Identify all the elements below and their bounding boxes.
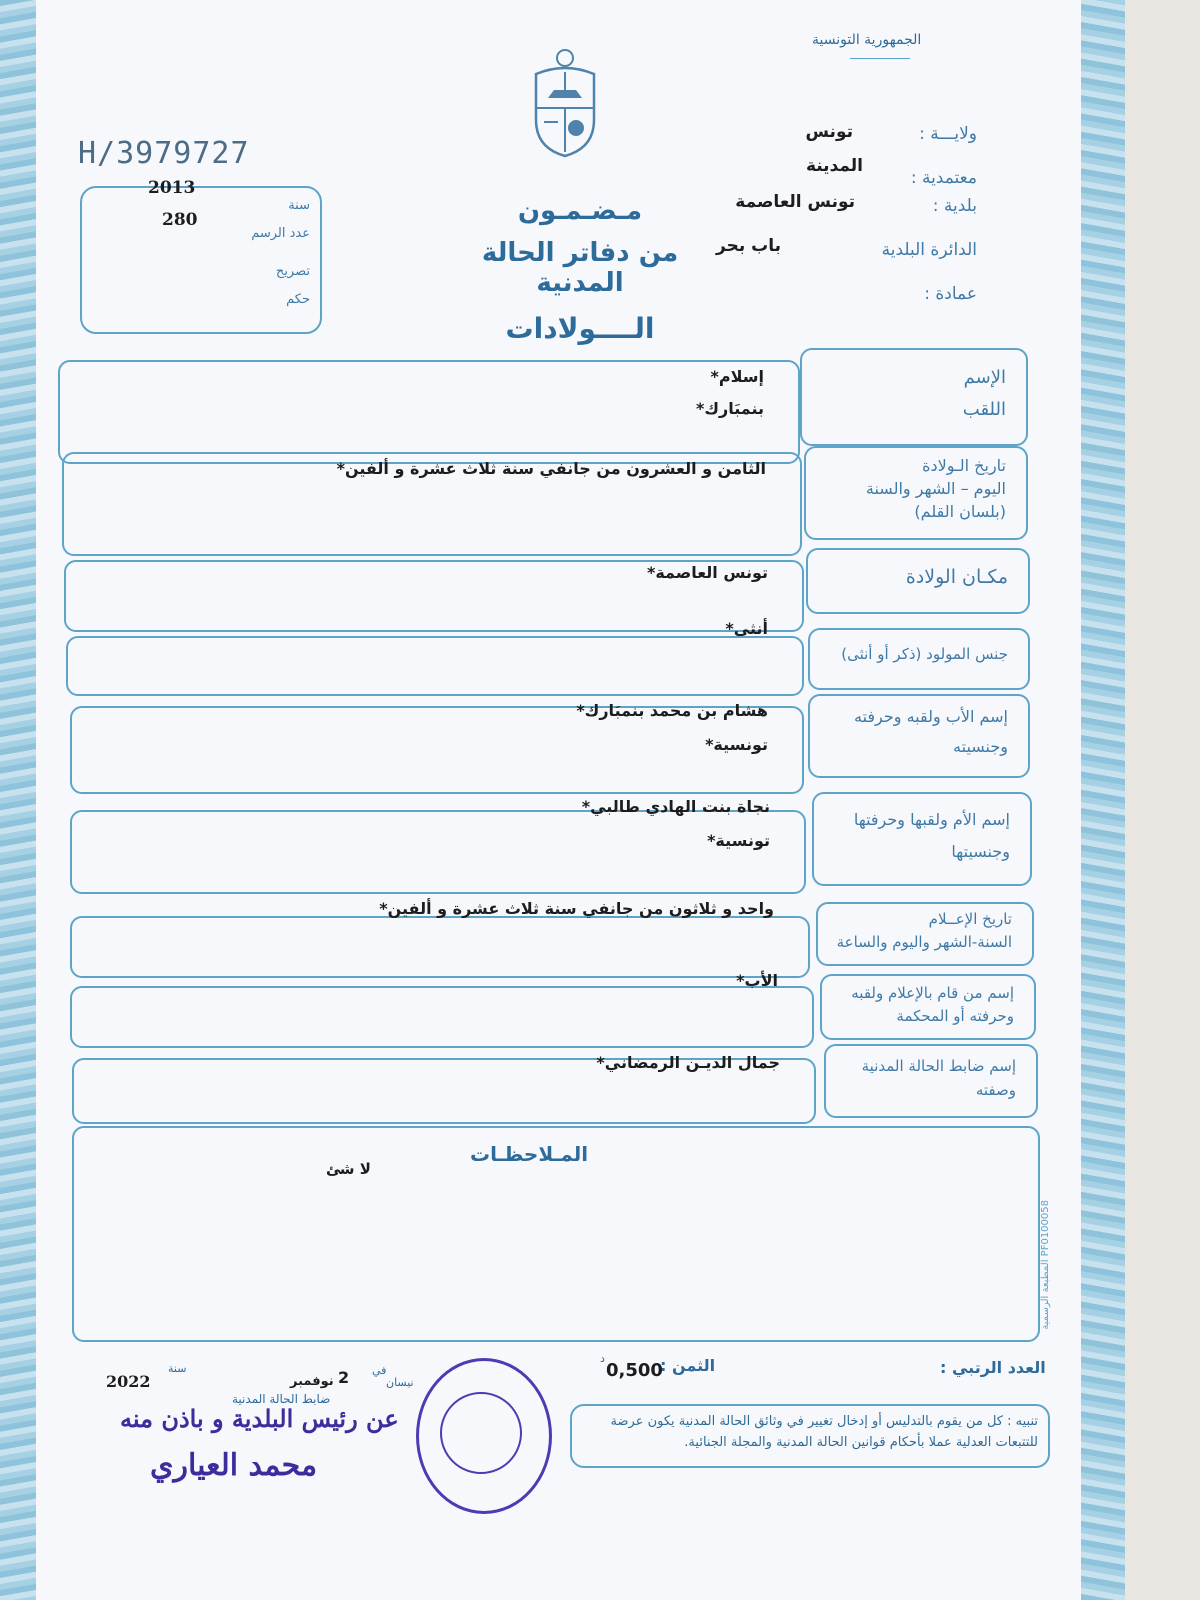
value-box-sex <box>66 619 804 696</box>
father-nationality-value: تونسية* <box>705 734 768 754</box>
mother-name-value: نجاة بنت الهادي طالبي* <box>581 797 770 816</box>
header-divider <box>850 58 910 59</box>
value-box-declarant <box>70 971 814 1048</box>
father-label: إسم الأب ولقبه وحرفته <box>854 707 1008 726</box>
decorative-border-right <box>1081 0 1125 1600</box>
declaration-date-format-label: السنة-الشهر واليوم والساعة <box>836 932 1012 951</box>
notes-value: لا شئ <box>326 1160 371 1178</box>
judgment-label: حكم <box>286 292 310 307</box>
price-label: الثمن : <box>660 1356 716 1375</box>
label-box-mother <box>812 792 1032 886</box>
surname-label: اللقب <box>962 399 1006 421</box>
legal-notice: تنبيه : كل من يقوم بالتدليس أو إدخال تغيير في وثائق الحالة المدنية يكون عرضة للتتبعات العدلية عملا بأحكام قوانين الحالة المدنية والمجلة الجنائية. <box>570 1404 1050 1468</box>
mother-nationality-value: تونسية* <box>707 830 770 850</box>
sex-value: أنثى* <box>725 619 768 638</box>
label-box-declaration-date <box>816 902 1034 966</box>
registrar-label: إسم ضابط الحالة المدنية <box>861 1057 1016 1075</box>
document-serial-number: H/3979727 <box>78 136 250 171</box>
fee-year-label: سنة <box>288 198 310 213</box>
municipal-district-label: الدائرة البلدية <box>881 240 977 260</box>
document-title-line1: مـضـمـون <box>517 196 643 226</box>
municipality-value: تونس العاصمة <box>735 192 855 212</box>
governorate-label: ولايـــة : <box>919 124 977 144</box>
delegation-label: معتمدية : <box>910 168 977 188</box>
declaration-label: تصريح <box>275 264 310 279</box>
registrar-value: جمال الديـن الرمضاني* <box>596 1053 780 1072</box>
label-box-birth-place <box>806 548 1030 614</box>
label-box-registrar <box>824 1044 1038 1118</box>
date-day-value: 2 <box>338 1368 350 1387</box>
sex-label: جنس المولود (ذكر أو أنثى) <box>841 645 1008 663</box>
governorate-value: تونس <box>805 122 853 142</box>
birth-date-format-label: اليوم – الشهر والسنة <box>865 479 1006 499</box>
father-nationality-label: وجنسيته <box>953 737 1008 757</box>
municipal-district-value: باب بحر <box>716 236 781 256</box>
fee-number-value: 280 <box>162 210 198 230</box>
declarant-value: الأب* <box>736 971 778 990</box>
birth-date-label: تاريخ الـولادة <box>922 456 1006 475</box>
declarant-label: إسم من قام بالإعلام ولقبه <box>851 984 1014 1002</box>
notes-title: المـلاحظـات <box>470 1142 589 1166</box>
year-label: سنة <box>168 1362 187 1375</box>
fee-year-value: 2013 <box>148 178 196 198</box>
declarant-occupation-label: وحرفته أو المحكمة <box>896 1006 1014 1025</box>
value-box-name <box>58 360 800 464</box>
stamp-emblem-icon <box>440 1392 522 1474</box>
label-box-declarant <box>820 974 1036 1040</box>
date-month-alt-label: نيسان <box>386 1376 414 1389</box>
value-box-birth-place <box>64 560 804 632</box>
value-box-registrar <box>72 1053 816 1124</box>
label-box-birth-date <box>804 446 1028 540</box>
decorative-border-left <box>0 0 36 1600</box>
birth-place-value: تونس العاصمة* <box>646 563 768 582</box>
last-name-value: بنمبَارك* <box>695 398 764 418</box>
birth-date-value: الثامن و العشرون من جانفي سنة ثلاث عشرة و ألفين* <box>336 459 766 478</box>
notes-box <box>72 1126 1040 1342</box>
first-name-value: إسلام* <box>710 367 764 386</box>
name-label: الإسم <box>963 367 1006 388</box>
document-title-line2: من دفاتر الحالة المدنية <box>481 238 679 298</box>
fee-box <box>80 178 322 334</box>
printer-imprint: المطبعة الرسمية PF0100058 <box>1040 1200 1051 1330</box>
municipality-label: بلدية : <box>932 196 977 216</box>
serial-number-label: العدد الرتبي : <box>940 1358 1046 1377</box>
value-box-father <box>70 701 804 794</box>
value-box-mother <box>70 797 806 894</box>
date-month-value: نوفمبر <box>290 1374 334 1389</box>
price-value: 0,500 <box>606 1360 663 1381</box>
fee-number-label: عدد الرسم <box>251 226 310 241</box>
signature-authority-line: عن رئيس البلدية و باذن منه <box>120 1404 399 1433</box>
declaration-date-value: واحد و ثلاثون من جانفي سنة ثلاث عشرة و ألفين* <box>379 899 774 918</box>
sector-label: عمادة : <box>924 284 977 304</box>
label-box-sex <box>808 628 1030 690</box>
date-day-label: في <box>372 1364 387 1377</box>
birth-date-in-words-label: (بلسان القلم) <box>914 502 1006 522</box>
label-box-name <box>800 348 1028 446</box>
mother-label: إسم الأم ولقبها وحرفتها <box>853 810 1010 829</box>
delegation-value: المدينة <box>805 156 863 176</box>
year-value: 2022 <box>106 1372 151 1391</box>
declaration-date-label: تاريخ الإعــلام <box>928 910 1012 928</box>
coat-of-arms-icon <box>528 48 602 160</box>
registrar-title-label: وصفته <box>975 1081 1016 1099</box>
section-title-births: الــــولادات <box>505 312 655 345</box>
birth-place-label: مكـان الولادة <box>905 566 1008 588</box>
officer-label: ضابط الحالة المدنية <box>232 1392 331 1406</box>
republic-heading: الجمهورية التونسية <box>812 32 922 48</box>
value-box-declaration-date <box>70 899 810 978</box>
value-box-birth-date <box>62 452 802 556</box>
signature-name: محمد العياري <box>150 1448 318 1483</box>
mother-nationality-label: وجنسيتها <box>951 842 1010 861</box>
father-name-value: هشام بن محمد بنمبَارك* <box>576 701 768 720</box>
price-unit: د <box>600 1352 605 1365</box>
label-box-father <box>808 694 1030 778</box>
